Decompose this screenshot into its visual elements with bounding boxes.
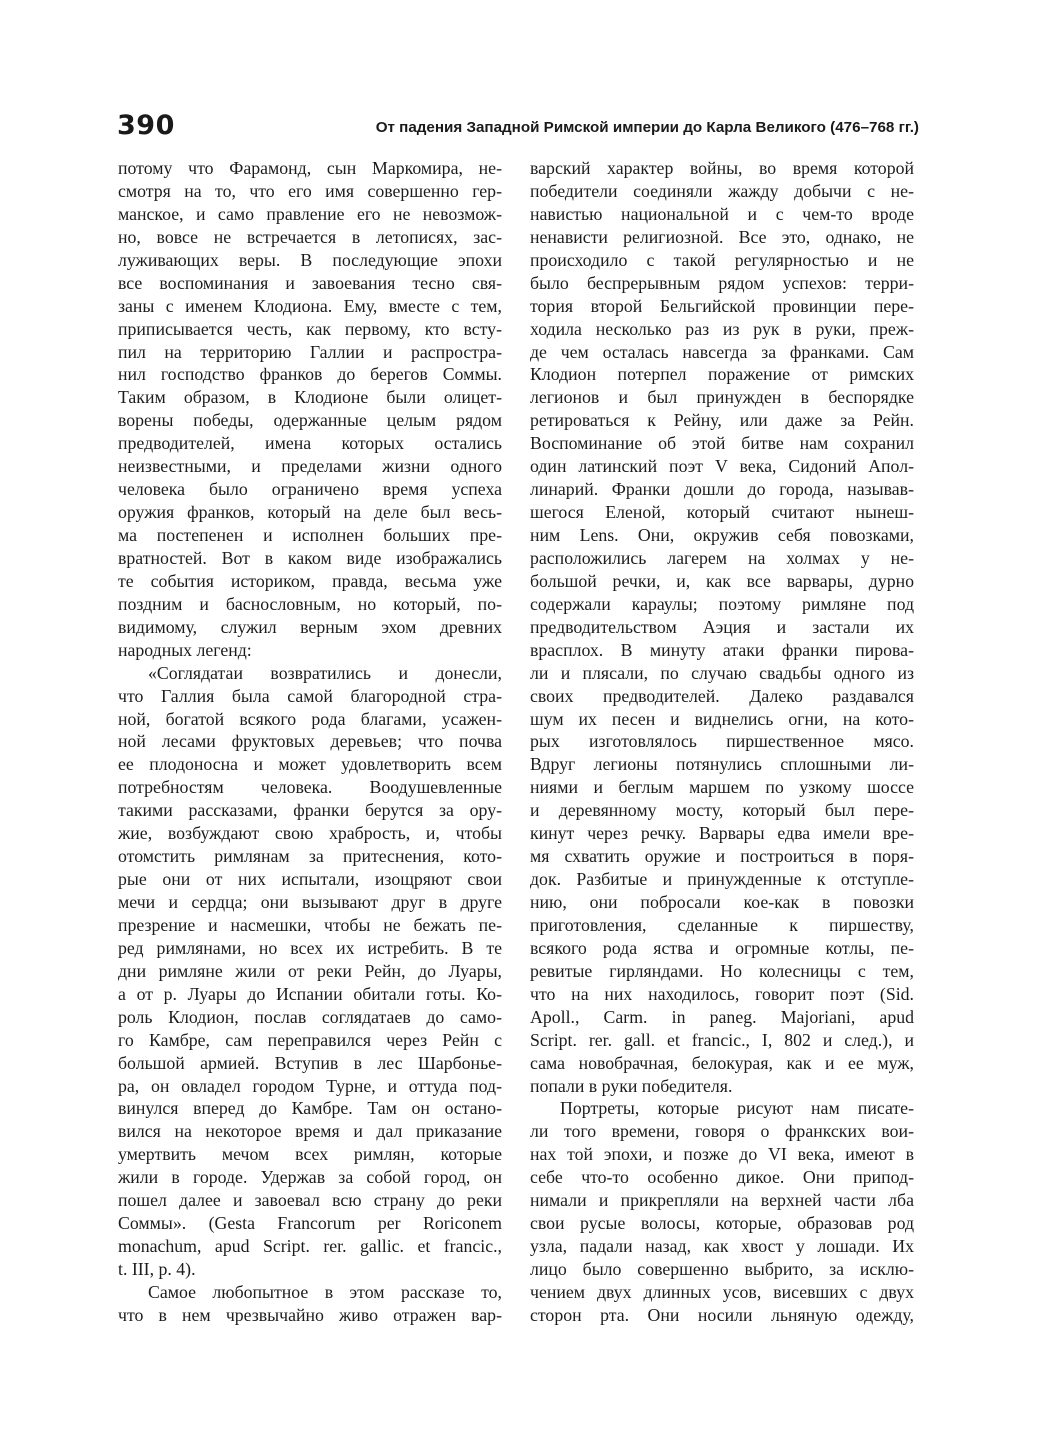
text-line: тория второй Бельгийской провинции пере- [530, 295, 914, 316]
text-line: что на них находилось, говорит поэт (Sid. [530, 983, 914, 1004]
text-line: Script. rer. gall. et francic., I, 802 и след.), и [530, 1029, 914, 1050]
text-line: потому что Фарамонд, сын Маркомира, не- [118, 158, 502, 178]
text-line: жие, возбуждают свою храбрость, и, чтобы [118, 823, 502, 844]
text-line: что Галлия была самой благородной стра- [118, 685, 502, 706]
text-line: те события историком, правда, весьма уже [118, 570, 502, 591]
text-line: ее плодоносна и может удовлетворить всем [118, 754, 502, 775]
text-line: отомстить римлянам за притеснения, кото- [118, 846, 502, 867]
text-line: победители соединяли жажду добычи с не- [530, 180, 914, 201]
text-line: смотря на то, что его имя совершенно гер- [118, 180, 502, 201]
text-line: шум их песен и виднелись огни, на кото- [530, 708, 914, 729]
text-line: ретироваться к Рейну, или даже за Рейн. [530, 410, 914, 431]
text-line: предводительством Аэция и застали их [530, 616, 914, 637]
text-line: врасплох. В минуту атаки франки пирова- [530, 639, 914, 660]
text-line: чением двух длинных усов, висевших с двух [530, 1281, 914, 1302]
text-line: пил на территорию Галлии и распростра- [118, 341, 502, 362]
text-line: рые они от них испытали, изощряют свои [118, 869, 502, 890]
text-line: вился на некоторое время и дал приказание [118, 1121, 502, 1142]
text-line: дни римляне жили от реки Рейн, до Луары, [118, 960, 502, 981]
text-line: нимали и прикрепляли на верхней части лба [530, 1190, 914, 1211]
text-line: видимому, служил верным эхом древних [118, 616, 502, 637]
text-line: ненависти религиозной. Все это, однако, не [530, 226, 914, 247]
text-line: манское, и само правление его не невозмож- [118, 203, 502, 224]
text-line: го Камбре, сам переправился через Рейн с [118, 1029, 502, 1050]
text-line: умертвить мечом всех римлян, которые [118, 1144, 502, 1165]
text-line: шегося Еленой, который считают нынеш- [530, 502, 914, 523]
text-line: а от р. Луары до Испании обитали готы. Ко- [118, 983, 502, 1004]
text-line: своих предводителей. Далеко раздавался [530, 685, 914, 706]
text-line: было беспрерывным рядом успехов: терри- [530, 272, 914, 293]
text-line: попали в руки победителя. [530, 1075, 733, 1096]
text-line: лицо было совершенно выбрито, за исклю- [530, 1259, 914, 1279]
text-line: ной лесами фруктовых деревьев; что почва [118, 731, 502, 752]
text-line: мечи и сердца; они вызывают друг в друге [118, 892, 502, 912]
text-line: Таким образом, в Клодионе были олицет- [118, 387, 502, 408]
text-line: ма постепенен и исполнен больших пре- [118, 525, 502, 545]
text-line: мя схватить оружие и построиться в поря- [530, 846, 914, 867]
text-line: ли того времени, говоря о франкских вои- [530, 1121, 914, 1142]
text-line: один латинский поэт V века, Сидоний Апол- [530, 456, 914, 477]
text-line: приготовления, сделанные к пиршеству, [530, 914, 914, 935]
text-line: кинут через речку. Варвары едва имели вре- [530, 823, 914, 844]
text-line: происходило с такой регулярностью и не [530, 249, 914, 270]
text-line: Воспоминание об этой битве нам сохранил [530, 433, 914, 454]
text-line: все воспоминания и завоевания тесно свя- [118, 272, 502, 293]
text-line: навистью национальной и с чем-то вроде [530, 203, 914, 224]
text-line: жили в городе. Удержав за собой город, он [118, 1167, 502, 1188]
text-line: народных легенд: [118, 639, 252, 660]
text-line: «Соглядатаи возвратились и донесли, [148, 662, 502, 683]
text-line: неизвестными, и пределами жизни одного [118, 456, 502, 477]
text-line: Apoll., Carm. in paneg. Majoriani, apud [530, 1006, 914, 1027]
text-line: Вдруг легионы потянулись сплошными ли- [530, 754, 914, 775]
text-line: Клодион потерпел поражение от римских [530, 364, 914, 385]
text-line: всякого рода яства и огромные котлы, пе- [530, 937, 914, 958]
text-line: ред римлянами, но всех их истребить. В те [118, 937, 502, 958]
text-line: предводителей, имена которых остались [118, 433, 502, 454]
text-line: ним Lens. Они, окружив себя повозками, [530, 525, 914, 545]
text-line: нил господство франков до берегов Соммы. [118, 364, 502, 385]
text-line: расположились лагерем на холмах у не- [530, 547, 914, 568]
text-line: легионов и был принужден в беспорядке [530, 387, 914, 408]
text-line: но, вовсе не встречается в летописях, зас- [118, 226, 502, 247]
text-line: поздним и баснословным, но который, по- [118, 593, 502, 614]
text-line: t. III, p. 4). [118, 1259, 196, 1279]
text-line: ной, богатой всякого рода благами, усажен- [118, 708, 502, 729]
text-line: винулся вперед до Камбре. Там он остано- [118, 1098, 502, 1119]
text-line: линарий. Франки дошли до города, называв- [530, 479, 914, 500]
text-line: содержали караулы; поэтому римляне под [530, 593, 914, 614]
text-line: сама новобрачная, белокурая, как и ее муж, [530, 1052, 914, 1073]
text-line: себе что-то особенно дикое. Они припод- [530, 1167, 914, 1188]
text-line: Самое любопытное в этом рассказе то, [148, 1281, 502, 1302]
text-line: потребностям человека. Воодушевленные [118, 777, 502, 798]
text-line: ли и плясали, по случаю свадьбы одного из [530, 662, 914, 683]
text-line: Соммы». (Gesta Francorum per Roriconem [118, 1213, 502, 1234]
text-line: вратностей. Вот в каком виде изображались [118, 547, 502, 568]
right-text-column [530, 157, 914, 1327]
text-line: свои русые волосы, которые, образовав род [530, 1213, 914, 1234]
text-line: луживающих веры. В последующие эпохи [118, 249, 502, 270]
text-line: большой речки, и, как все варвары, дурно [530, 570, 914, 591]
text-line: человека было ограничено время успеха [118, 479, 502, 500]
running-title: От падения Западной Римской империи до Карла Великого (476–768 гг.) [375, 119, 919, 136]
text-line: сторон рта. Они носили льняную одежду, [530, 1304, 914, 1325]
text-line: большой армией. Вступив в лес Шарбонье- [118, 1052, 502, 1073]
text-line: ниями и беглым маршем по узкому шоссе [530, 777, 914, 798]
text-line: роль Клодион, послав соглядатаев до само- [118, 1006, 502, 1027]
text-line: нах той эпохи, и позже до VI века, имеют в [530, 1144, 914, 1165]
text-line: рых изготовлялось пиршественное мясо. [530, 731, 914, 752]
text-line: презрение и насмешки, чтобы не бежать пе- [118, 914, 502, 935]
text-line: Портреты, которые рисуют нам писате- [560, 1098, 914, 1119]
text-line: варский характер войны, во время которой [530, 158, 914, 178]
text-line: ревитые гирляндами. Но колесницы с тем, [530, 960, 914, 981]
text-line: ворены победы, одержанные целым рядом [118, 410, 502, 431]
page-number: 390 [117, 110, 175, 141]
text-line: ходила несколько раз из рук в руки, преж- [530, 318, 914, 339]
text-line: такими рассказами, франки берутся за ору- [118, 800, 502, 821]
text-line: пошел далее и завоевал всю страну до реки [118, 1190, 502, 1211]
text-line: приписывается честь, как первому, кто всту- [118, 318, 502, 339]
left-text-column [118, 157, 502, 1327]
text-line: и деревянному мосту, который был пере- [530, 800, 914, 821]
text-line: де чем осталась навсегда за франками. Сам [530, 341, 914, 362]
text-line: док. Разбитые и принужденные к отступле- [530, 869, 914, 890]
text-line: что в нем чрезвычайно живо отражен вар- [118, 1304, 502, 1325]
text-line: нию, они побросали кое-как в повозки [530, 892, 914, 912]
text-line: оружия франков, который на деле был весь- [118, 502, 502, 523]
text-line: узла, падали назад, как хвост у лошади. Их [530, 1236, 914, 1257]
text-line: заны с именем Клодиона. Ему, вместе с тем, [118, 295, 502, 316]
text-line: monachum, apud Script. rer. gallic. et francic., [118, 1236, 502, 1257]
text-line: ра, он овладел городом Турне, и оттуда под- [118, 1075, 502, 1096]
